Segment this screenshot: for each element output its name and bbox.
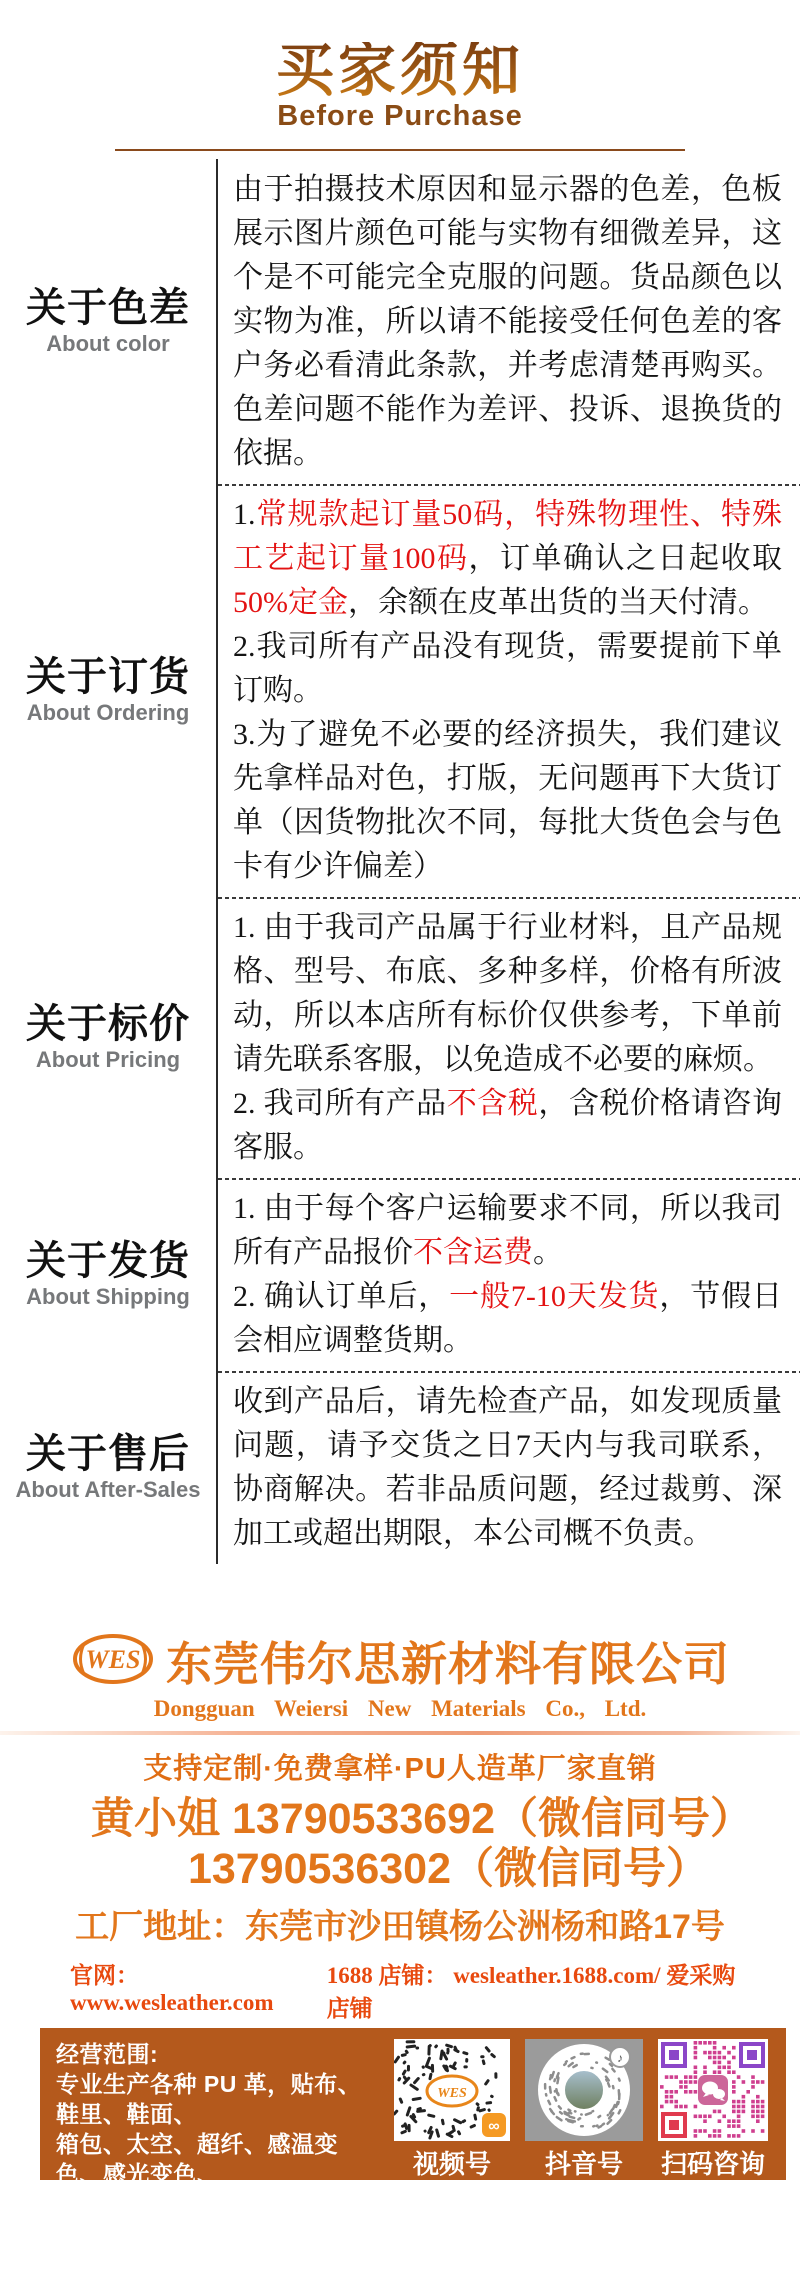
- business-scope-box: [40, 2028, 786, 2277]
- qr-label: 扫码咨询: [660, 2149, 765, 2179]
- qr-code-douyin: [525, 2039, 643, 2179]
- body-text: ，节假日会相应调整货期。: [233, 1280, 782, 1357]
- section-text: [216, 159, 800, 484]
- body-text: 由于拍摄技术原因和显示器的色差，色板展示图片颜色可能与实物有细微差异，这个是不可能完全克服的问题。货品颜色以实物为准，所以请不能接受任何色差的客户务必看清此条款，并考虑清楚再购买。色差问题不能作为差评、投诉、退换货的依据。: [233, 173, 782, 470]
- buyer-notice: [0, 159, 800, 1564]
- highlighted-text: 一般7-10天发货: [449, 1280, 660, 1313]
- notice-paragraph: [233, 625, 782, 713]
- section-text: [216, 1178, 800, 1371]
- section-text: [216, 897, 800, 1178]
- section-text: [216, 1371, 800, 1564]
- svg-text:WES: WES: [437, 2086, 467, 2101]
- highlighted-text: 50%定金: [233, 586, 348, 619]
- business-scope-heading: 经营范围:: [56, 2041, 159, 2067]
- wes-logo-text: WES: [85, 1644, 141, 1674]
- section-label-en: About Pricing: [35, 1046, 181, 1072]
- notice-paragraph: [233, 1275, 782, 1363]
- notice-section-color: [0, 159, 800, 484]
- company-row: [0, 1628, 800, 1694]
- notice-paragraph: [233, 906, 782, 1082]
- contact-phone-1: 黄小姐 13790533692（微信同号）: [91, 1795, 754, 1843]
- body-text: 2. 我司所有产品: [233, 1087, 447, 1120]
- highlighted-text: 不含税: [446, 1087, 539, 1120]
- footer-divider: [0, 1731, 800, 1735]
- notice-paragraph: [233, 168, 782, 476]
- section-label: [0, 1178, 216, 1371]
- factory-address: 工厂地址：东莞市沙田镇杨公洲杨和路17号: [75, 1908, 725, 1946]
- contact-phone-2: 13790536302（微信同号）: [187, 1845, 709, 1893]
- business-scope-line: 夜光 PU、压变 PU（疯马、羊巴、擦焦、印刷、: [56, 2191, 371, 2247]
- notice-paragraph: [233, 493, 782, 625]
- body-text: 2. 确认订单后，: [233, 1280, 450, 1313]
- svg-text:♪: ♪: [617, 2051, 623, 2065]
- qr-code-wechat-channels: [394, 2039, 510, 2179]
- highlighted-text: 常规款起订量50码，特殊物理性、特殊工艺起订量100码: [233, 498, 782, 575]
- notice-paragraph: [233, 713, 782, 889]
- body-text: 1.: [233, 498, 256, 531]
- notice-paragraph: [233, 1082, 782, 1170]
- header-divider: [115, 149, 685, 151]
- slogan: 支持定制·免费拿样·PU人造革厂家直销: [143, 1753, 657, 1785]
- section-label-en: About After-Sales: [15, 1476, 201, 1502]
- business-scope-line: 压纹、辊涂、揉纹）: [56, 2251, 268, 2277]
- notice-section-ordering: [0, 484, 800, 897]
- business-scope-line: 箱包、太空、超纤、感温变色、感光变色、: [56, 2131, 338, 2187]
- wechat-channels-qr-icon: [394, 2039, 510, 2141]
- qr-code-wechat: [658, 2039, 768, 2179]
- section-label: [0, 484, 216, 897]
- qr-strip: [394, 2039, 770, 2179]
- section-label: [0, 159, 216, 484]
- qr-label: 视频号: [412, 2149, 491, 2179]
- body-text: 3.为了避免不必要的经济损失，我们建议先拿样品对色，打版，无问题再下大货订单（因货物批次不同，每批大货色会与色卡有少许偏差）: [233, 718, 782, 883]
- section-label-zh: 关于售后: [26, 1431, 190, 1476]
- page-title: 买家须知: [275, 38, 524, 103]
- section-label-en: About color: [46, 330, 170, 356]
- qr-label: 抖音号: [544, 2149, 623, 2179]
- body-text: ，含税价格请咨询客服。: [233, 1087, 783, 1164]
- body-text: 。: [533, 1236, 563, 1269]
- section-label-en: About Ordering: [26, 699, 190, 725]
- company-footer: [0, 1628, 800, 2277]
- section-label-zh: 关于订货: [26, 654, 190, 699]
- contact-block: [91, 1794, 754, 1894]
- body-text: ，余额在皮革出货的当天付清。: [348, 586, 768, 619]
- notice-section-pricing: [0, 897, 800, 1178]
- section-label-zh: 关于发货: [26, 1238, 190, 1283]
- official-website: 官网： www.wesleather.com: [70, 1963, 274, 2015]
- notice-paragraph: [233, 1380, 782, 1556]
- shop-1688: 1688 店铺： wesleather.1688.com/ 爱采购店铺: [326, 1963, 736, 2021]
- business-scope-text: [56, 2039, 378, 2277]
- section-label-zh: 关于色差: [26, 285, 190, 330]
- section-label-zh: 关于标价: [26, 1001, 190, 1046]
- company-name-en: Dongguan Weiersi New Materials Co., Ltd.: [153, 1696, 647, 1721]
- business-scope-line: 专业生产各种 PU 革，贴布、鞋里、鞋面、: [56, 2071, 362, 2127]
- svg-text:∞: ∞: [488, 2118, 500, 2135]
- page-subtitle: Before Purchase: [277, 100, 523, 132]
- body-text: 2.我司所有产品没有现货，需要提前下单订购。: [233, 630, 782, 707]
- wes-logo-icon: [70, 1632, 156, 1691]
- notice-paragraph: [233, 1187, 782, 1275]
- highlighted-text: 不含运费: [413, 1236, 533, 1269]
- wechat-qr-icon: [658, 2039, 768, 2141]
- section-label: [0, 897, 216, 1178]
- company-name-zh: 东莞伟尔思新材料有限公司: [166, 1638, 730, 1690]
- section-text: [216, 484, 800, 897]
- body-text: 1. 由于每个客户运输要求不同，所以我司所有产品报价: [233, 1192, 782, 1269]
- body-text: ，订单确认之日起收取: [468, 542, 782, 575]
- section-label-en: About Shipping: [26, 1283, 190, 1309]
- body-text: 1. 由于我司产品属于行业材料，且产品规格、型号、布底、多种多样，价格有所波动，所以本店所有标价仅供参考，下单前请先联系客服，以免造成不必要的麻烦。: [233, 911, 782, 1076]
- section-label: [0, 1371, 216, 1564]
- links-row: [70, 1957, 746, 2023]
- notice-section-after_sales: [0, 1371, 800, 1564]
- douyin-qr-icon: [525, 2039, 643, 2141]
- notice-section-shipping: [0, 1178, 800, 1371]
- body-text: 收到产品后，请先检查产品，如发现质量问题，请予交货之日7天内与我司联系，协商解决。若非品质问题，经过裁剪、深加工或超出期限，本公司概不负责。: [233, 1385, 782, 1550]
- page-header: [0, 0, 800, 151]
